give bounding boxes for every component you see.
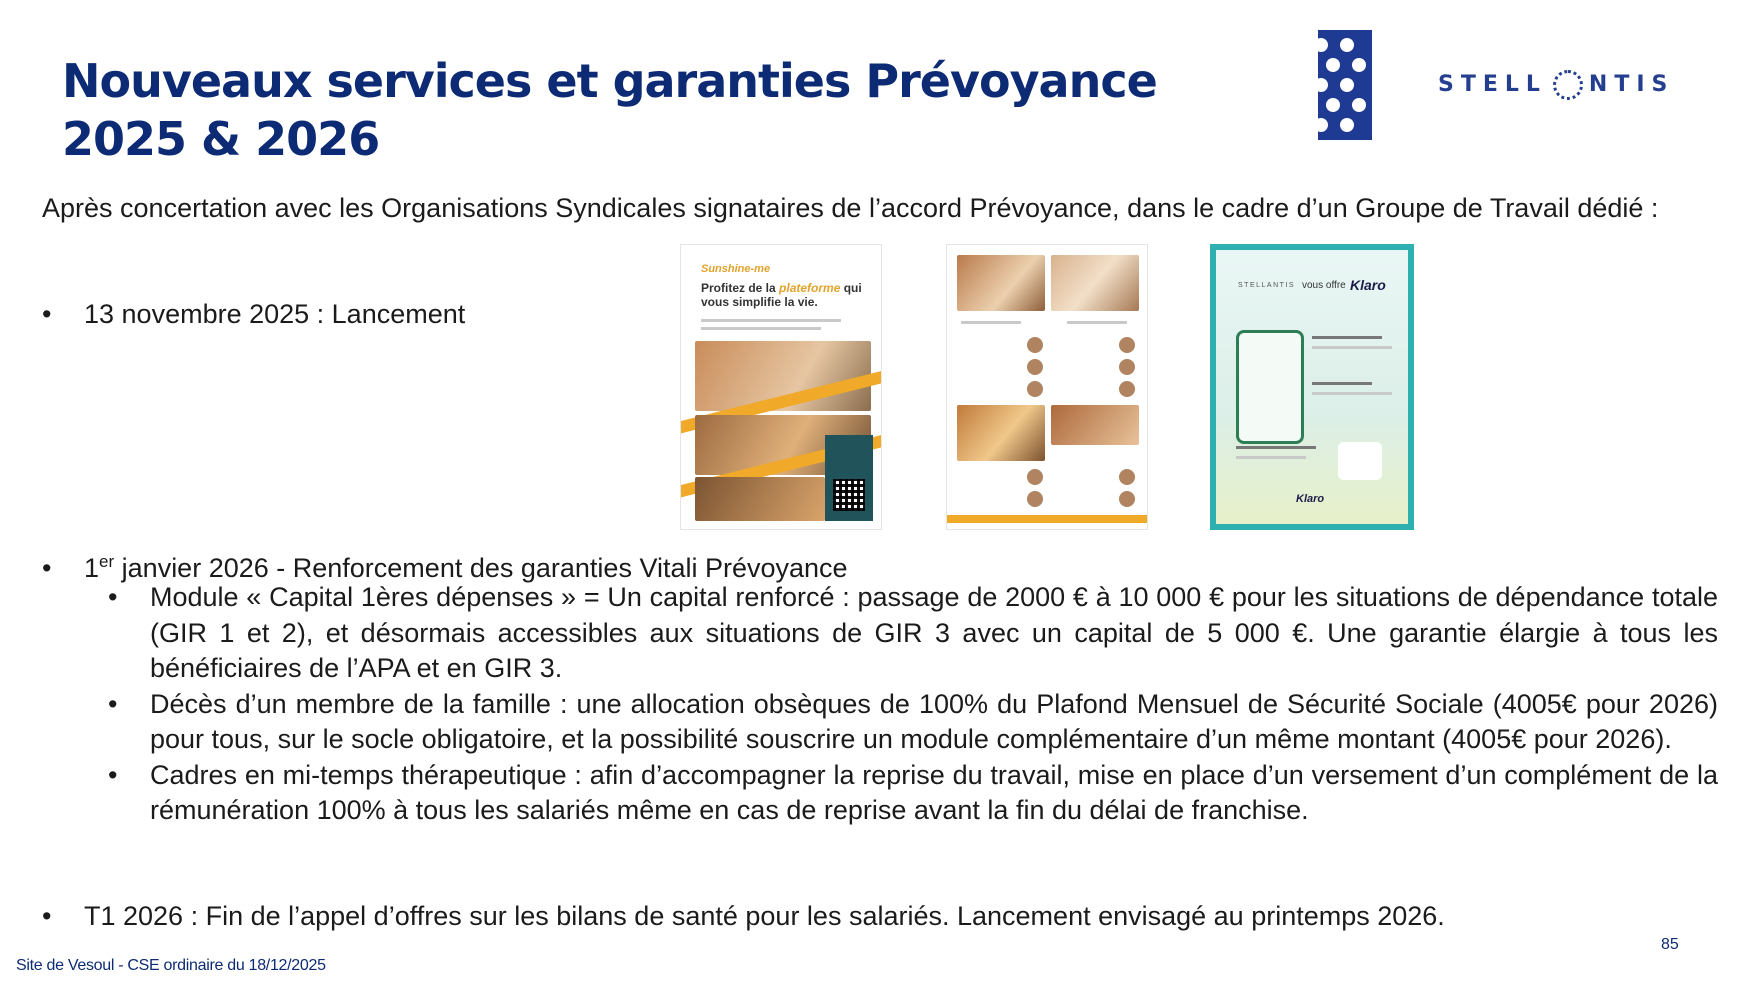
intro-text: Après concertation avec les Organisations Syndicales signataires de l’accord Prévoyance, dans le cadre d’un Groupe de Travail dédié : [42, 193, 1659, 223]
flyer-text-line [1312, 382, 1372, 385]
flyer-text-line [1236, 456, 1306, 459]
klaro-flyer-brand: STELLANTIS [1238, 282, 1296, 289]
stellantis-logo [1438, 70, 1674, 100]
qr-code-icon [833, 479, 865, 511]
flyer-photo [1051, 405, 1139, 445]
logo-star-icon [1553, 70, 1583, 100]
flyer-text-line [961, 321, 1021, 324]
flyer-text-line [1236, 446, 1316, 449]
flyer-text-line [1312, 336, 1382, 339]
bullet-launch-text: 13 novembre 2025 : Lancement [84, 299, 466, 329]
bullet-t1: • T1 2026 : Fin de l’appel d’offres sur les bilans de santé pour les salariés. Lancement envisagé au printemps 2026. [42, 901, 1445, 931]
flyer-text-line [1312, 392, 1392, 395]
flyer-text-line [701, 327, 821, 330]
flyer-avatar [1027, 469, 1043, 485]
page-title: Nouveaux services et garanties Prévoyance 2025 & 2026 [62, 54, 1157, 166]
flyer-avatar [1119, 359, 1135, 375]
bullet-launch: • 13 novembre 2025 : Lancement [42, 299, 466, 329]
logo-text-left: STELL [1438, 72, 1547, 97]
klaro-logo: Klaro [1350, 277, 1386, 293]
flyer-avatar [1027, 381, 1043, 397]
flyer-brand: Sunshine-me [701, 263, 771, 275]
flyer-thumbnail-1 [680, 244, 882, 530]
flyer-avatar [1119, 337, 1135, 353]
logo-text-right: NTIS [1588, 72, 1675, 97]
flyer-headline: Profitez de la plateforme qui vous simplifie la vie. [701, 281, 862, 309]
flyer-text-line [701, 319, 841, 322]
phone-mockup-icon [1236, 330, 1304, 444]
flyer-avatar [1027, 491, 1043, 507]
page-number: 85 [1661, 936, 1679, 953]
klaro-qr-box [1338, 442, 1382, 480]
guarantees-list [108, 580, 1718, 829]
flyer-text-line [1067, 321, 1127, 324]
list-item: • Décès d’un membre de la famille : une allocation obsèques de 100% du Plafond Mensuel de Sécurité Sociale (4005€ pour 2026) pour tous, sur le socle obligatoire, et la possibilité souscrire un module complémentaire d’un même montant (4005€ pour 2026). [108, 687, 1718, 758]
flyer-thumbnail-2 [946, 244, 1148, 530]
klaro-flyer-offer: vous offre [1302, 280, 1346, 291]
flyer-qr-panel [825, 435, 873, 521]
flyer-footer-bar [947, 515, 1148, 523]
bullet-january-text: janvier 2026 - Renforcement des garanties Vitali Prévoyance [114, 553, 848, 583]
flyer-avatar [1027, 359, 1043, 375]
flyer-avatar [1119, 469, 1135, 485]
flyer-text-line [1312, 346, 1392, 349]
brand-mark-icon [1318, 30, 1372, 140]
flyer-photo [1051, 255, 1139, 311]
flyer-photo [695, 477, 825, 521]
list-item: • Cadres en mi-temps thérapeutique : afin d’accompagner la reprise du travail, mise en place d’un versement d’un complément de la rémunération 100% à tous les salariés même en cas de reprise avant la fin du délai de franchise. [108, 758, 1718, 829]
klaro-logo-bottom: Klaro [1296, 493, 1325, 505]
flyer-photo [957, 405, 1045, 461]
footer-text: Site de Vesoul - CSE ordinaire du 18/12/2025 [16, 957, 326, 974]
flyer-avatar [1027, 337, 1043, 353]
klaro-flyer-thumbnail [1210, 244, 1414, 530]
flyer-photo [957, 255, 1045, 311]
flyer-avatar [1119, 491, 1135, 507]
bullet-t1-text: T1 2026 : Fin de l’appel d’offres sur les bilans de santé pour les salariés. Lancement envisagé au printemps 2026. [84, 901, 1445, 931]
bullet-january: • 1er janvier 2026 - Renforcement des garanties Vitali Prévoyance [42, 552, 848, 583]
flyer-avatar [1119, 381, 1135, 397]
list-item: • Module « Capital 1ères dépenses » = Un capital renforcé : passage de 2000 € à 10 000 € pour les situations de dépendance totale (GIR 1 et 2), et désormais accessibles aux situations de GIR 3 avec un capital de 5 000 €. Une garantie élargie à tous les bénéficiaires de l’APA et en GIR 3. [108, 580, 1718, 687]
